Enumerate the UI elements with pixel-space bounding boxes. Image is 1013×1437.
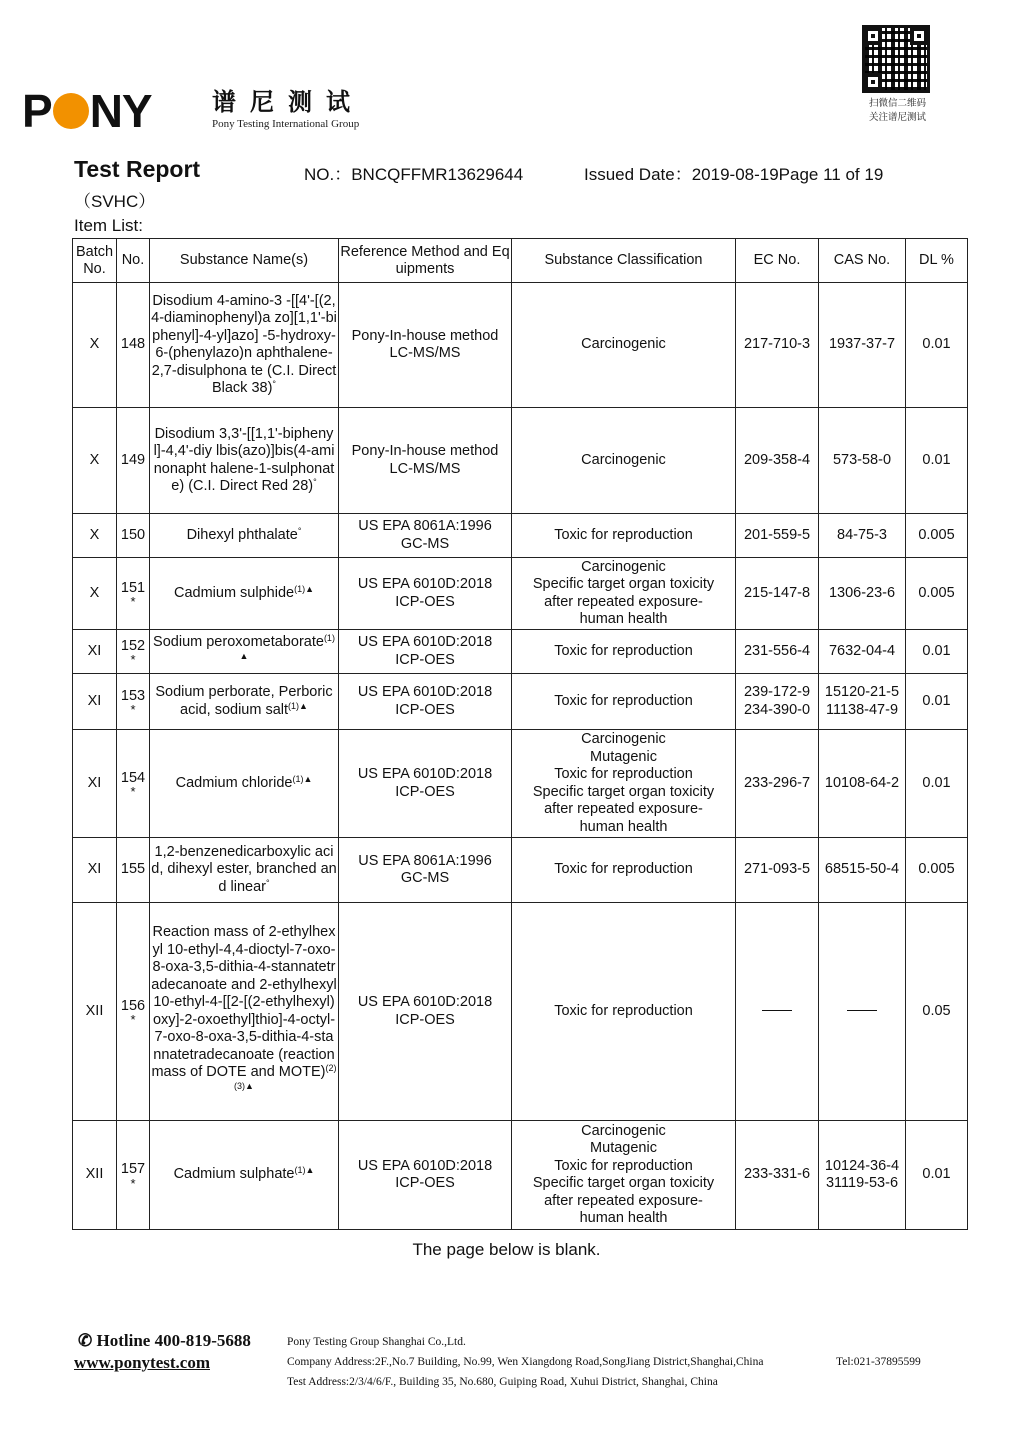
not-applicable-dash xyxy=(847,1010,877,1011)
classification-cell xyxy=(512,674,736,730)
cas-cell xyxy=(819,838,906,903)
table-header-row xyxy=(73,239,968,283)
classification-cell xyxy=(512,730,736,838)
dl-value: 0.01 xyxy=(922,1166,951,1183)
substance-name: Cadmium sulphate xyxy=(173,1166,295,1183)
ec-cell xyxy=(736,283,819,408)
substance-cell xyxy=(150,630,339,674)
classification-line: after repeated exposure- xyxy=(544,593,703,610)
classification-line: Toxic for reproduction xyxy=(554,526,693,543)
batch-cell xyxy=(73,630,117,674)
table-row xyxy=(73,838,968,903)
method-line: US EPA 6010D:2018 xyxy=(357,1157,493,1174)
method-line: US EPA 6010D:2018 xyxy=(357,576,493,592)
batch-value: XI xyxy=(87,642,102,659)
classification-line: Carcinogenic xyxy=(581,731,666,747)
star-marker: * xyxy=(130,784,136,800)
method-line: LC-MS/MS xyxy=(389,345,461,361)
dl-value: 0.005 xyxy=(918,526,955,543)
no-cell xyxy=(117,730,150,838)
footnote-marker: ° xyxy=(272,379,277,389)
dl-value: 0.01 xyxy=(922,774,951,791)
classification-cell xyxy=(512,1121,736,1230)
classification-line: after repeated exposure- xyxy=(544,801,703,817)
classification-cell xyxy=(512,903,736,1121)
classification-cell xyxy=(512,514,736,558)
ec-number: 233-296-7 xyxy=(743,774,811,791)
substance-name: 1,2-benzenedicarboxylic acid, dihexyl ester, branched and linear xyxy=(151,843,337,895)
item-number: 155 xyxy=(120,861,146,878)
method-line: LC-MS/MS xyxy=(389,460,461,477)
item-list-label: Item List: xyxy=(74,216,143,235)
dl-value: 0.01 xyxy=(922,692,951,709)
classification-line: Mutagenic xyxy=(590,1140,657,1156)
footnote-marker: ° xyxy=(297,525,302,536)
classification-cell xyxy=(512,408,736,514)
substance-name: Reaction mass of 2-ethylhexyl 10-ethyl-4,4-dioctyl-7-oxo-8-oxa-3,5-dithia-4-stannatetradecanoate and 2-ethylhexyl 10-ethyl-4-[[2-[(2-ethylhexyl)oxy]-2-oxoethyl]thio]-4-octyl-7-oxo-8-oxa-3,5-dithia-4-stannatetradecanoate (reaction mass of DOTE and MOTE) xyxy=(151,924,337,1080)
cas-cell xyxy=(819,1121,906,1230)
substance-name: Disodium 4-amino-3 -[[4'-[(2,4-diaminophenyl)a zo][1,1'-biphenyl]-4-yl]azo] -5-hydroxy-6-(phenylazo)n aphthalene-2,7-disulphona te (C.I. Direct Black 38) xyxy=(151,292,337,396)
substance-cell xyxy=(150,838,339,903)
report-subtitle: （SVHC） xyxy=(74,192,156,211)
batch-cell xyxy=(73,514,117,558)
cas-number: 7632-04-4 xyxy=(828,642,896,659)
blank-page-note: The page below is blank. xyxy=(412,1240,601,1259)
no-cell xyxy=(117,674,150,730)
classification-cell xyxy=(512,630,736,674)
item-number: 149 xyxy=(120,451,146,468)
batch-value: XI xyxy=(87,774,102,791)
cas-cell xyxy=(819,630,906,674)
cas-cell xyxy=(819,558,906,630)
cas-number: 1937-37-7 xyxy=(828,336,896,353)
batch-cell xyxy=(73,674,117,730)
pony-logo xyxy=(22,85,402,137)
substance-cell xyxy=(150,408,339,514)
table-row xyxy=(73,283,968,408)
ec-number: 271-093-5 xyxy=(743,861,811,878)
footnote-marker: (1)▲ xyxy=(292,773,313,784)
logo-orange-circle xyxy=(53,93,89,129)
footnote-marker: (1)▲ xyxy=(288,700,308,711)
cas-number: 10108-64-2 xyxy=(824,774,900,791)
substance-cell xyxy=(150,514,339,558)
method-line: US EPA 8061A:1996 xyxy=(358,518,492,534)
method-line: GC-MS xyxy=(400,870,450,886)
ec-cell xyxy=(736,1121,819,1230)
item-number: 156 xyxy=(120,997,146,1014)
classification-line: Carcinogenic xyxy=(581,336,666,353)
footnote-marker: (1)▲ xyxy=(239,633,335,661)
issued-date-page: Issued Date：2019-08-19Page 11 of 19 xyxy=(584,165,884,184)
header-no: No. xyxy=(117,239,150,283)
classification-line: Carcinogenic xyxy=(581,1122,666,1139)
star-marker: * xyxy=(130,594,136,610)
batch-value: XI xyxy=(87,861,102,878)
classification-line: Carcinogenic xyxy=(581,451,666,468)
cas-cell xyxy=(819,408,906,514)
ec-number: 217-710-3 xyxy=(743,336,811,353)
substance-name: Cadmium sulphide xyxy=(173,584,295,601)
substance-cell xyxy=(150,903,339,1121)
cas-number: 15120-21-5 xyxy=(824,684,900,700)
cas-cell xyxy=(819,283,906,408)
method-cell xyxy=(339,1121,512,1230)
cas-number: 573-58-0 xyxy=(832,451,892,468)
header-cas: CAS No. xyxy=(819,239,906,283)
method-line: US EPA 6010D:2018 xyxy=(357,994,493,1010)
logo-chinese-name: 谱尼测试 xyxy=(212,88,364,116)
substance-name: Disodium 3,3'-[[1,1'-biphenyl]-4,4'-diy lbis(azo)]bis(4-aminonapht halene-1-sulphonate) (C.I. Direct Red 28) xyxy=(153,425,335,494)
classification-line: Toxic for reproduction xyxy=(554,766,693,782)
star-marker: * xyxy=(130,1175,136,1191)
substance-name: Sodium perborate, Perboric acid, sodium salt xyxy=(155,684,333,718)
batch-value: X xyxy=(89,451,100,468)
item-number: 148 xyxy=(120,336,146,353)
table-row xyxy=(73,514,968,558)
dl-cell xyxy=(906,838,968,903)
cas-cell xyxy=(819,674,906,730)
method-line: GC-MS xyxy=(400,535,450,552)
classification-line: human health xyxy=(579,818,668,835)
table-row xyxy=(73,903,968,1121)
footnote-marker: (1)▲ xyxy=(294,1165,315,1176)
classification-line: Specific target organ toxicity xyxy=(532,1175,715,1191)
method-line: ICP-OES xyxy=(395,1175,455,1191)
ec-number: 234-390-0 xyxy=(743,701,811,718)
cas-cell xyxy=(819,730,906,838)
svhc-item-table xyxy=(72,238,968,1230)
item-number: 152 xyxy=(120,637,146,654)
classification-line: Mutagenic xyxy=(590,748,657,765)
item-number: 151 xyxy=(120,579,146,596)
star-marker: * xyxy=(130,652,136,668)
qr-code-icon xyxy=(862,25,930,93)
batch-cell xyxy=(73,283,117,408)
batch-value: XII xyxy=(85,1166,104,1183)
ec-cell xyxy=(736,730,819,838)
ec-cell xyxy=(736,903,819,1121)
batch-cell xyxy=(73,730,117,838)
cas-cell xyxy=(819,903,906,1121)
table-row xyxy=(73,1121,968,1230)
item-number: 153 xyxy=(120,687,146,704)
dl-cell xyxy=(906,630,968,674)
test-address: Test Address:2/3/4/6/F., Building 35, No.680, Guiping Road, Xuhui District, Shanghai, China xyxy=(287,1376,718,1388)
method-line: US EPA 6010D:2018 xyxy=(357,766,493,782)
footnote-marker: ° xyxy=(265,877,270,888)
classification-cell xyxy=(512,283,736,408)
method-cell xyxy=(339,838,512,903)
header-classification: Substance Classification xyxy=(512,239,736,283)
dl-value: 0.01 xyxy=(922,336,951,353)
ec-number: 239-172-9 xyxy=(743,684,811,700)
batch-cell xyxy=(73,408,117,514)
method-cell xyxy=(339,630,512,674)
classification-line: Specific target organ toxicity xyxy=(532,783,715,800)
table-row xyxy=(73,408,968,514)
substance-name: Sodium peroxometaborate xyxy=(153,634,324,650)
no-cell xyxy=(117,283,150,408)
batch-cell xyxy=(73,1121,117,1230)
item-number: 157 xyxy=(120,1161,146,1178)
classification-line: Carcinogenic xyxy=(581,558,666,575)
batch-value: X xyxy=(89,526,100,543)
dl-cell xyxy=(906,558,968,630)
table-row xyxy=(73,630,968,674)
header-method: Reference Method and Equipments xyxy=(339,239,512,283)
telephone: Tel:021-37895599 xyxy=(836,1356,921,1368)
no-cell xyxy=(117,630,150,674)
ec-cell xyxy=(736,838,819,903)
no-cell xyxy=(117,514,150,558)
classification-line: Toxic for reproduction xyxy=(554,1002,693,1019)
classification-line: Toxic for reproduction xyxy=(554,642,693,659)
cas-number: 68515-50-4 xyxy=(824,861,900,878)
header-dl: DL % xyxy=(906,239,968,283)
company-name: Pony Testing Group Shanghai Co.,Ltd. xyxy=(287,1336,466,1348)
dl-cell xyxy=(906,408,968,514)
method-cell xyxy=(339,408,512,514)
no-cell xyxy=(117,1121,150,1230)
no-cell xyxy=(117,838,150,903)
logo-wordmark: P NY xyxy=(22,85,152,137)
hotline: ✆ Hotline 400-819-5688 xyxy=(78,1331,251,1350)
star-marker: * xyxy=(130,702,136,718)
item-number: 154 xyxy=(120,769,146,786)
batch-cell xyxy=(73,558,117,630)
ec-number: 215-147-8 xyxy=(743,584,811,601)
method-line: US EPA 6010D:2018 xyxy=(357,634,493,650)
method-line: ICP-OES xyxy=(395,593,455,610)
table-row xyxy=(73,558,968,630)
ec-number: 233-331-6 xyxy=(743,1166,811,1183)
cas-number: 84-75-3 xyxy=(837,526,887,543)
method-line: Pony-In-house method xyxy=(351,327,499,344)
substance-cell xyxy=(150,283,339,408)
method-cell xyxy=(339,558,512,630)
cas-number: 31119-53-6 xyxy=(825,1175,899,1191)
batch-cell xyxy=(73,838,117,903)
no-cell xyxy=(117,408,150,514)
substance-name: Cadmium chloride xyxy=(175,774,293,791)
footnote-marker: (2) (3)▲ xyxy=(234,1063,337,1091)
table-row xyxy=(73,674,968,730)
method-line: ICP-OES xyxy=(395,651,455,668)
dl-value: 0.01 xyxy=(922,642,951,659)
dl-cell xyxy=(906,1121,968,1230)
dl-value: 0.005 xyxy=(918,584,955,601)
cas-number: 10124-36-4 xyxy=(824,1157,900,1174)
dl-cell xyxy=(906,903,968,1121)
ec-number: 209-358-4 xyxy=(743,451,811,468)
table-row xyxy=(73,730,968,838)
substance-cell xyxy=(150,558,339,630)
classification-line: human health xyxy=(579,1210,668,1226)
logo-english-name: Pony Testing International Group xyxy=(212,118,360,130)
substance-cell xyxy=(150,1121,339,1230)
ec-cell xyxy=(736,674,819,730)
dl-cell xyxy=(906,674,968,730)
report-number: NO.：BNCQFFMR13629644 xyxy=(304,165,524,184)
ec-number: 231-556-4 xyxy=(743,642,811,659)
batch-cell xyxy=(73,903,117,1121)
method-cell xyxy=(339,283,512,408)
dl-cell xyxy=(906,283,968,408)
method-line: Pony-In-house method xyxy=(351,443,499,459)
method-line: ICP-OES xyxy=(395,701,455,718)
ec-cell xyxy=(736,558,819,630)
star-marker: * xyxy=(130,1012,136,1028)
substance-name: Dihexyl phthalate xyxy=(186,526,298,543)
dl-value: 0.005 xyxy=(918,861,955,878)
method-line: US EPA 8061A:1996 xyxy=(358,852,492,869)
item-number: 150 xyxy=(120,526,146,543)
ec-cell xyxy=(736,408,819,514)
classification-line: Specific target organ toxicity xyxy=(532,576,715,592)
dl-cell xyxy=(906,730,968,838)
classification-line: after repeated exposure- xyxy=(544,1192,703,1209)
method-cell xyxy=(339,674,512,730)
report-title: Test Report xyxy=(74,156,201,182)
substance-cell xyxy=(150,674,339,730)
dl-cell xyxy=(906,514,968,558)
company-address: Company Address:2F.,No.7 Building, No.99, Wen Xiangdong Road,SongJiang District,Shanghai,China xyxy=(287,1356,764,1368)
ec-cell xyxy=(736,514,819,558)
no-cell xyxy=(117,558,150,630)
batch-value: X xyxy=(89,584,100,601)
ec-cell xyxy=(736,630,819,674)
classification-line: Toxic for reproduction xyxy=(554,861,693,878)
method-cell xyxy=(339,903,512,1121)
method-cell xyxy=(339,514,512,558)
dl-value: 0.01 xyxy=(922,451,951,468)
classification-cell xyxy=(512,558,736,630)
substance-cell xyxy=(150,730,339,838)
website-link[interactable]: www.ponytest.com xyxy=(74,1353,210,1372)
classification-line: Toxic for reproduction xyxy=(554,1157,693,1174)
footnote-marker: ° xyxy=(313,477,317,487)
batch-value: XI xyxy=(87,692,102,709)
method-line: ICP-OES xyxy=(395,783,455,800)
no-cell xyxy=(117,903,150,1121)
footnote-marker: (1)▲ xyxy=(294,583,314,594)
cas-number: 1306-23-6 xyxy=(828,584,896,601)
method-cell xyxy=(339,730,512,838)
classification-line: Toxic for reproduction xyxy=(554,692,693,709)
classification-line: human health xyxy=(579,611,668,627)
cas-number: 11138-47-9 xyxy=(825,701,899,718)
dl-value: 0.05 xyxy=(922,1002,951,1019)
header-substance: Substance Name(s) xyxy=(150,239,339,283)
header-batch: Batch No. xyxy=(73,239,117,283)
method-line: US EPA 6010D:2018 xyxy=(357,684,493,700)
batch-value: XII xyxy=(85,1002,104,1019)
table-body xyxy=(73,283,968,1230)
classification-cell xyxy=(512,838,736,903)
qr-caption: 扫微信二维码 关注谱尼测试 xyxy=(868,98,926,123)
batch-value: X xyxy=(89,336,100,353)
method-line: ICP-OES xyxy=(395,1011,455,1028)
header-ec: EC No. xyxy=(736,239,819,283)
not-applicable-dash xyxy=(762,1010,792,1011)
cas-cell xyxy=(819,514,906,558)
ec-number: 201-559-5 xyxy=(743,526,811,543)
